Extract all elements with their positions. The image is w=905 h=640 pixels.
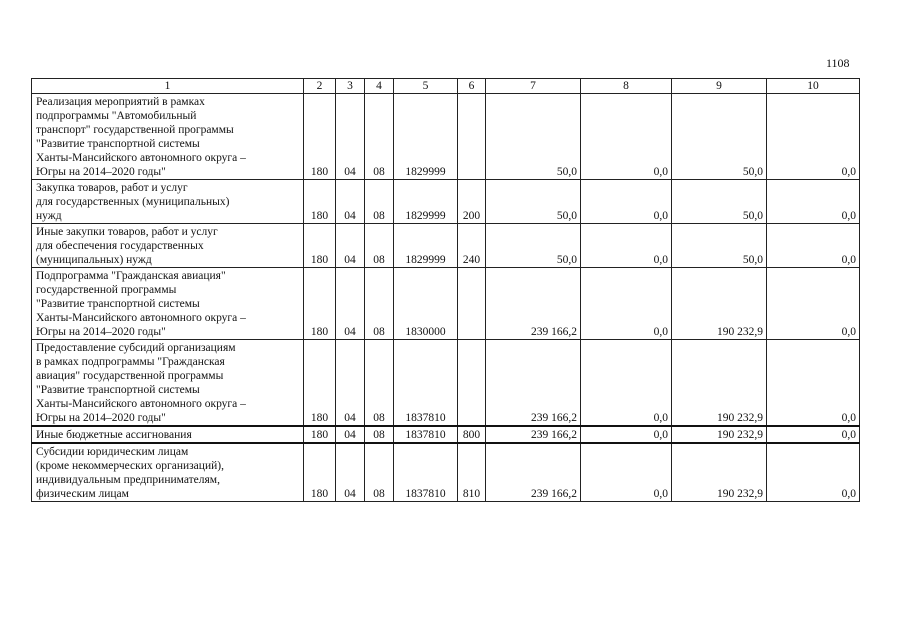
amount-cell: 0,0 — [767, 426, 860, 443]
amount-cell: 190 232,9 — [672, 340, 767, 427]
code-cell: 08 — [365, 426, 394, 443]
code-cell: 1829999 — [394, 224, 458, 268]
row-description: Иные закупки товаров, работ и услуг для обеспечения государственных (муниципальных) нужд — [32, 224, 304, 268]
code-cell: 04 — [336, 443, 365, 502]
table-row — [32, 94, 860, 180]
column-header: 10 — [767, 79, 860, 94]
amount-cell: 50,0 — [672, 94, 767, 180]
amount-cell: 50,0 — [486, 94, 581, 180]
code-cell: 1829999 — [394, 94, 458, 180]
amount-cell: 0,0 — [767, 443, 860, 502]
amount-cell: 239 166,2 — [486, 340, 581, 427]
amount-cell: 0,0 — [767, 224, 860, 268]
code-cell: 04 — [336, 94, 365, 180]
amount-cell: 50,0 — [672, 224, 767, 268]
column-header: 4 — [365, 79, 394, 94]
amount-cell: 0,0 — [767, 94, 860, 180]
amount-cell: 50,0 — [486, 180, 581, 224]
code-cell: 1837810 — [394, 426, 458, 443]
row-description: Закупка товаров, работ и услуг для государственных (муниципальных) нужд — [32, 180, 304, 224]
code-cell: 200 — [458, 180, 486, 224]
code-cell: 1837810 — [394, 443, 458, 502]
row-description: Подпрограмма "Гражданская авиация" государственной программы "Развитие транспортной системы Ханты-Мансийского автономного округа – Югры на 2014–2020 годы" — [32, 268, 304, 340]
column-header: 2 — [304, 79, 336, 94]
code-cell — [458, 340, 486, 427]
column-header: 3 — [336, 79, 365, 94]
amount-cell: 0,0 — [581, 340, 672, 427]
amount-cell: 0,0 — [581, 180, 672, 224]
amount-cell: 50,0 — [486, 224, 581, 268]
code-cell: 180 — [304, 180, 336, 224]
amount-cell: 0,0 — [581, 224, 672, 268]
code-cell: 240 — [458, 224, 486, 268]
code-cell: 04 — [336, 180, 365, 224]
amount-cell: 190 232,9 — [672, 268, 767, 340]
code-cell: 04 — [336, 268, 365, 340]
amount-cell: 190 232,9 — [672, 426, 767, 443]
amount-cell: 0,0 — [581, 443, 672, 502]
code-cell: 08 — [365, 94, 394, 180]
amount-cell: 239 166,2 — [486, 426, 581, 443]
row-description: Реализация мероприятий в рамках подпрограммы "Автомобильный транспорт" государственной программы "Развитие транспортной системы Ханты-Мансийского автономного округа – Югры на 2014–2020 годы" — [32, 94, 304, 180]
code-cell: 180 — [304, 224, 336, 268]
code-cell: 180 — [304, 426, 336, 443]
column-header: 7 — [486, 79, 581, 94]
code-cell: 08 — [365, 340, 394, 427]
code-cell: 180 — [304, 443, 336, 502]
code-cell: 800 — [458, 426, 486, 443]
column-header: 6 — [458, 79, 486, 94]
table-row — [32, 426, 860, 443]
code-cell: 04 — [336, 426, 365, 443]
code-cell: 810 — [458, 443, 486, 502]
code-cell: 08 — [365, 268, 394, 340]
amount-cell: 0,0 — [581, 426, 672, 443]
page-number: 1108 — [826, 56, 850, 70]
row-description: Иные бюджетные ассигнования — [32, 426, 304, 443]
code-cell: 180 — [304, 268, 336, 340]
code-cell: 1830000 — [394, 268, 458, 340]
code-cell — [458, 94, 486, 180]
column-header: 9 — [672, 79, 767, 94]
amount-cell: 0,0 — [581, 94, 672, 180]
amount-cell: 239 166,2 — [486, 268, 581, 340]
code-cell: 180 — [304, 340, 336, 427]
code-cell: 08 — [365, 443, 394, 502]
table-row — [32, 224, 860, 268]
amount-cell: 239 166,2 — [486, 443, 581, 502]
table-row — [32, 443, 860, 502]
row-description: Субсидии юридическим лицам (кроме некоммерческих организаций), индивидуальным предпринимателям, физическим лицам — [32, 443, 304, 502]
table-row — [32, 180, 860, 224]
budget-table — [31, 78, 860, 502]
table-row — [32, 340, 860, 427]
table-header-row — [32, 79, 860, 94]
column-header: 1 — [32, 79, 304, 94]
code-cell: 04 — [336, 224, 365, 268]
code-cell: 1837810 — [394, 340, 458, 427]
amount-cell: 50,0 — [672, 180, 767, 224]
amount-cell: 0,0 — [767, 268, 860, 340]
column-header: 5 — [394, 79, 458, 94]
code-cell: 08 — [365, 180, 394, 224]
amount-cell: 190 232,9 — [672, 443, 767, 502]
code-cell: 04 — [336, 340, 365, 427]
code-cell: 08 — [365, 224, 394, 268]
code-cell — [458, 268, 486, 340]
code-cell: 180 — [304, 94, 336, 180]
amount-cell: 0,0 — [767, 340, 860, 427]
amount-cell: 0,0 — [767, 180, 860, 224]
column-header: 8 — [581, 79, 672, 94]
amount-cell: 0,0 — [581, 268, 672, 340]
row-description: Предоставление субсидий организациям в рамках подпрограммы "Гражданская авиация" государственной программы "Развитие транспортной системы Ханты-Мансийского автономного округа – Югры на 2014–2020 годы" — [32, 340, 304, 427]
table-row — [32, 268, 860, 340]
code-cell: 1829999 — [394, 180, 458, 224]
